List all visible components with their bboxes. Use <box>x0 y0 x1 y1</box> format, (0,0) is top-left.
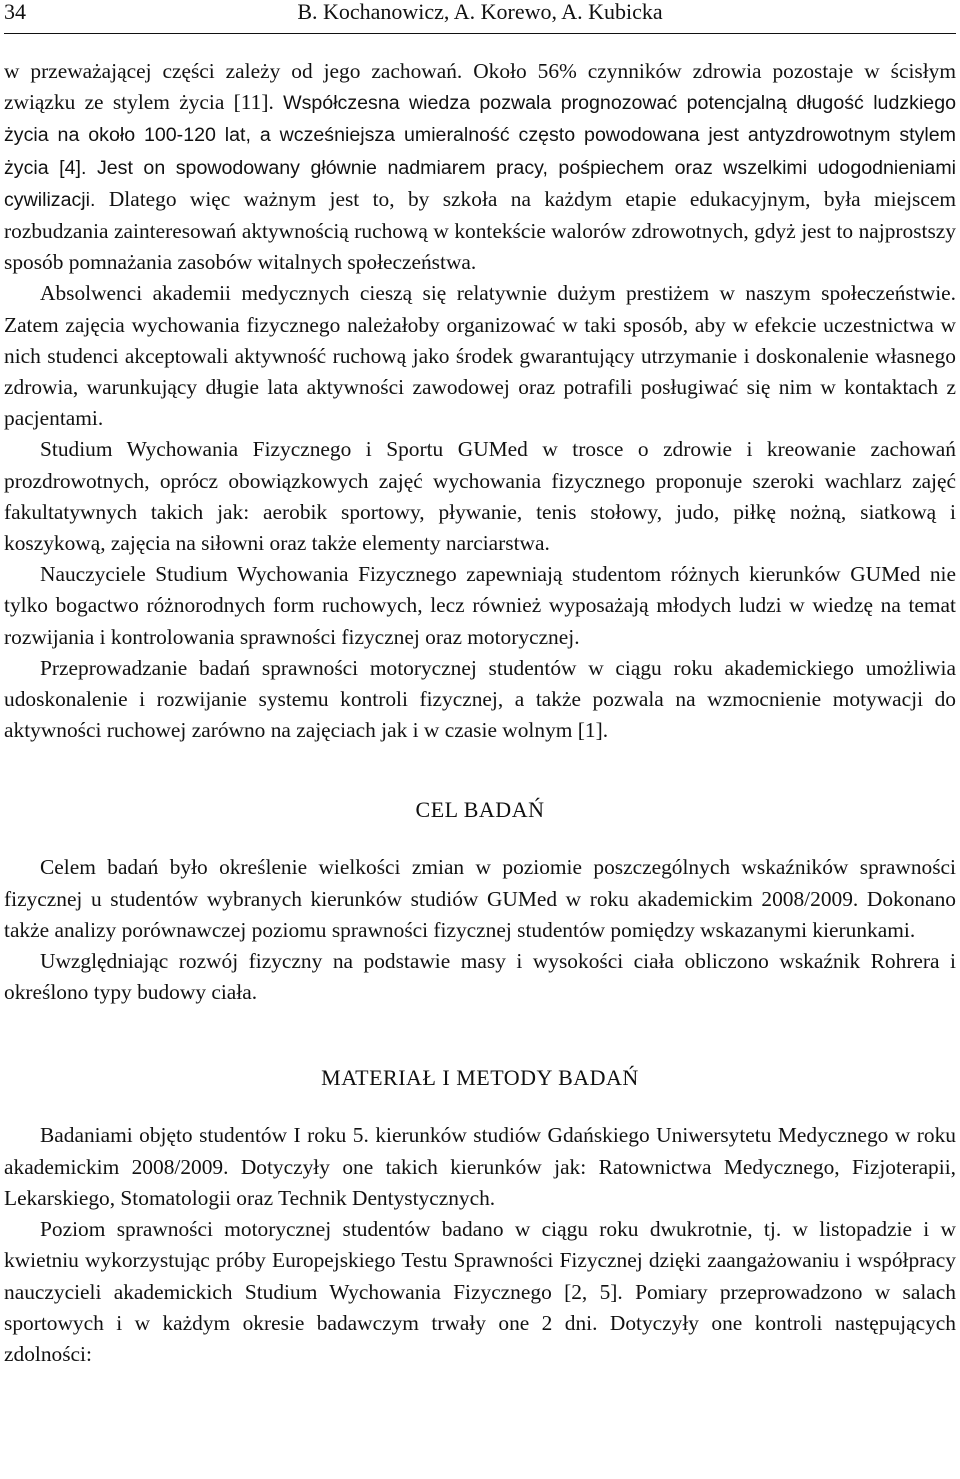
methods-paragraph-2: Poziom sprawności motorycznej studentów badano w ciągu roku dwukrotnie, tj. w listopadzie i w kwietniu wykorzystując próby Europejskiego Testu Sprawności Fizycznej dzięki zaangażowaniu i współpracy nauczycieli akademickich Studium Wychowania Fizycznego [2, 5]. Pomiary przeprowadzono w salach sportowych i w każdym okresie badawczym trwały one 2 dni. Dotyczyły one kontroli następujących zdolności: <box>4 1217 956 1366</box>
aim-paragraph-2: Uwzględniając rozwój fizyczny na podstawie masy i wysokości ciała obliczono wskaźnik Rohrera i określono typy budowy ciała. <box>4 949 956 1005</box>
intro-paragraph-3: Studium Wychowania Fizycznego i Sportu GUMed w trosce o zdrowie i kreowanie zachowań prozdrowotnych, oprócz obowiązkowych zajęć wychowania fizycznego proponuje szeroki wachlarz zajęć fakultatywnych takich jak: aerobik sportowy, pływanie, tenis stołowy, judo, piłkę nożną, siatkową i koszykową, zajęcia na siłowni oraz także elementy narciarstwa. <box>4 437 956 556</box>
aim-paragraph-1: Celem badań było określenie wielkości zmian w poziomie poszczególnych wskaźników sprawności fizycznej u studentów wybranych kierunków studiów GUMed w roku akademickim 2008/2009. Dokonano także analizy porównawczej poziomu sprawności fizycznej studentów pomiędzy wskazanymi kierunkami. <box>4 855 956 942</box>
section-heading-aim: CEL BADAŃ <box>415 797 545 823</box>
intro-paragraph-5: Przeprowadzanie badań sprawności motorycznej studentów w ciągu roku akademickiego umożliwia udoskonalenie i rozwijanie systemu kontroli fizycznej, a także pozwala na wzmocnienie motywacji do aktywności ruchowej zarówno na zajęciach jak i w czasie wolnym [1]. <box>4 655 956 743</box>
methods-paragraph-1: Badaniami objęto studentów I roku 5. kierunków studiów Gdańskiego Uniwersytetu Medycznego w roku akademickim 2008/2009. Dotyczyły one takich kierunków jak: Ratownictwa Medycznego, Fizjoterapii, Lekarskiego, Stomatologii oraz Technik Dentystycznych. <box>4 1123 956 1210</box>
running-title-authors: B. Kochanowicz, A. Korewo, A. Kubicka <box>297 0 663 24</box>
running-header <box>4 0 956 28</box>
intro-p1-serif-a: w przeważającej części zależy od jego zachowań. Około 56% czynników zdrowia pozostaje w ścisłym związku ze stylem życia [11]. <box>4 59 956 115</box>
intro-paragraph-1 <box>4 56 956 278</box>
intro-p1-serif-b: Dlatego więc ważnym jest to, by szkoła na każdym etapie edukacyjnym, była miejscem rozbudzania zainteresowań aktywnością ruchową w kontekście walorów zdrowotnych, gdyż jest to najprostszy sposób pomnażania zasobów witalnych społeczeństwa. <box>4 186 956 275</box>
page-content <box>4 56 956 1370</box>
intro-p1-sans: Współczesna wiedza pozwala prognozować potencjalną długość ludzkiego życia na około 100-120 lat, a wcześniejsza umieralność często powodowana jest antyzdrowotnym stylem życia [4]. Jest on spowodowany głównie nadmiarem pracy, pośpiechem oraz wszelkimi udogodnieniami cywilizacji. <box>4 92 956 211</box>
intro-paragraph-2: Absolwenci akademii medycznych cieszą się relatywnie dużym prestiżem w naszym społeczeństwie. Zatem zajęcia wychowania fizycznego należałoby organizować w taki sposób, aby w efekcie uczestnictwa w nich studenci akceptowali aktywność ruchową jako środek gwarantujący utrzymanie i doskonalenie własnego zdrowia, warunkujący długie lata aktywności zawodowej oraz potrafili posługiwać się nim w kontaktach z pacjentami. <box>4 281 956 431</box>
page-number: 34 <box>4 0 26 24</box>
document-page <box>4 0 956 1366</box>
section-heading-methods: MATERIAŁ I METODY BADAŃ <box>321 1065 639 1091</box>
header-rule <box>4 33 956 34</box>
intro-paragraph-4: Nauczyciele Studium Wychowania Fizycznego zapewniają studentom różnych kierunków GUMed nie tylko bogactwo różnorodnych form ruchowych, lecz również wyposażają młodych ludzi w wiedzę na temat rozwijania i kontrolowania sprawności fizycznej oraz motorycznej. <box>4 562 956 649</box>
